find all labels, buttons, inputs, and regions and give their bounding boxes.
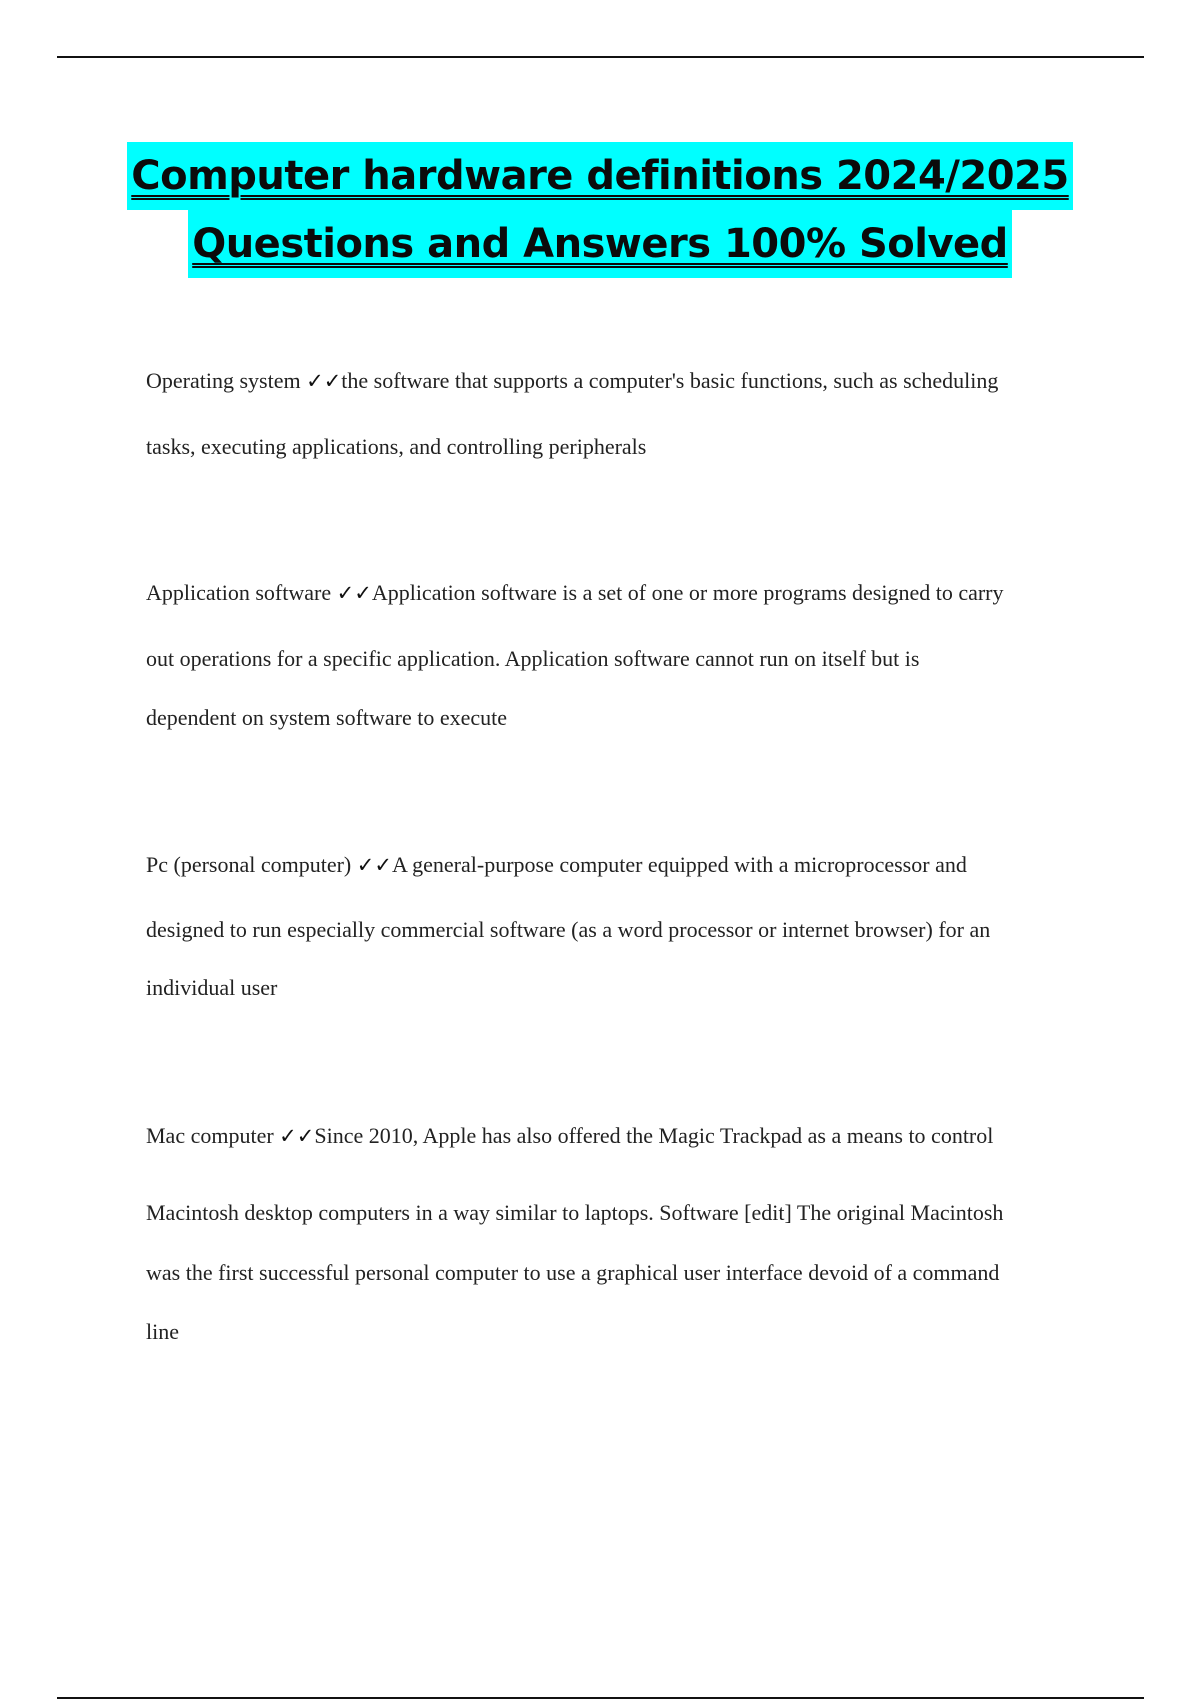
double-check-icon: ✓✓ [306,369,342,393]
term-label: Application software [146,580,337,605]
title-line-1: Computer hardware definitions 2024/2025 [127,142,1072,210]
term-label: Mac computer [146,1123,280,1148]
definition-text: was the first successful personal computer to use a graphical user interface devoid of a command [146,1260,1000,1285]
definition-text: tasks, executing applications, and controlling peripherals [146,434,647,459]
document-title [0,142,1200,278]
definition-text: Since 2010, Apple has also offered the Magic Trackpad as a means to control [314,1123,994,1148]
definition-first-line [146,580,1004,606]
definition-first-line [146,1123,993,1149]
term-label: Operating system [146,368,307,393]
definition-text: individual user [146,975,278,1000]
definition-text: out operations for a specific application. Application software cannot run on itself but is [146,646,920,671]
double-check-icon: ✓✓ [356,853,392,877]
definition-text: Application software is a set of one or more programs designed to carry [371,580,1004,605]
definition-first-line [146,852,967,878]
definition-text: the software that supports a computer's basic functions, such as scheduling [341,368,999,393]
double-check-icon: ✓✓ [336,581,372,605]
definition-text: dependent on system software to execute [146,705,508,730]
bottom-divider [57,1697,1144,1699]
double-check-icon: ✓✓ [279,1124,315,1148]
term-label: Pc (personal computer) [146,852,357,877]
top-divider [57,56,1144,58]
definition-text: line [146,1319,179,1344]
definition-first-line [146,368,998,394]
definition-text: Macintosh desktop computers in a way similar to laptops. Software [edit] The original Macintosh [146,1200,1004,1225]
definition-text: A general-purpose computer equipped with a microprocessor and [391,852,967,877]
title-line-2: Questions and Answers 100% Solved [188,210,1012,278]
definition-text: designed to run especially commercial software (as a word processor or internet browser) for an [146,917,991,942]
